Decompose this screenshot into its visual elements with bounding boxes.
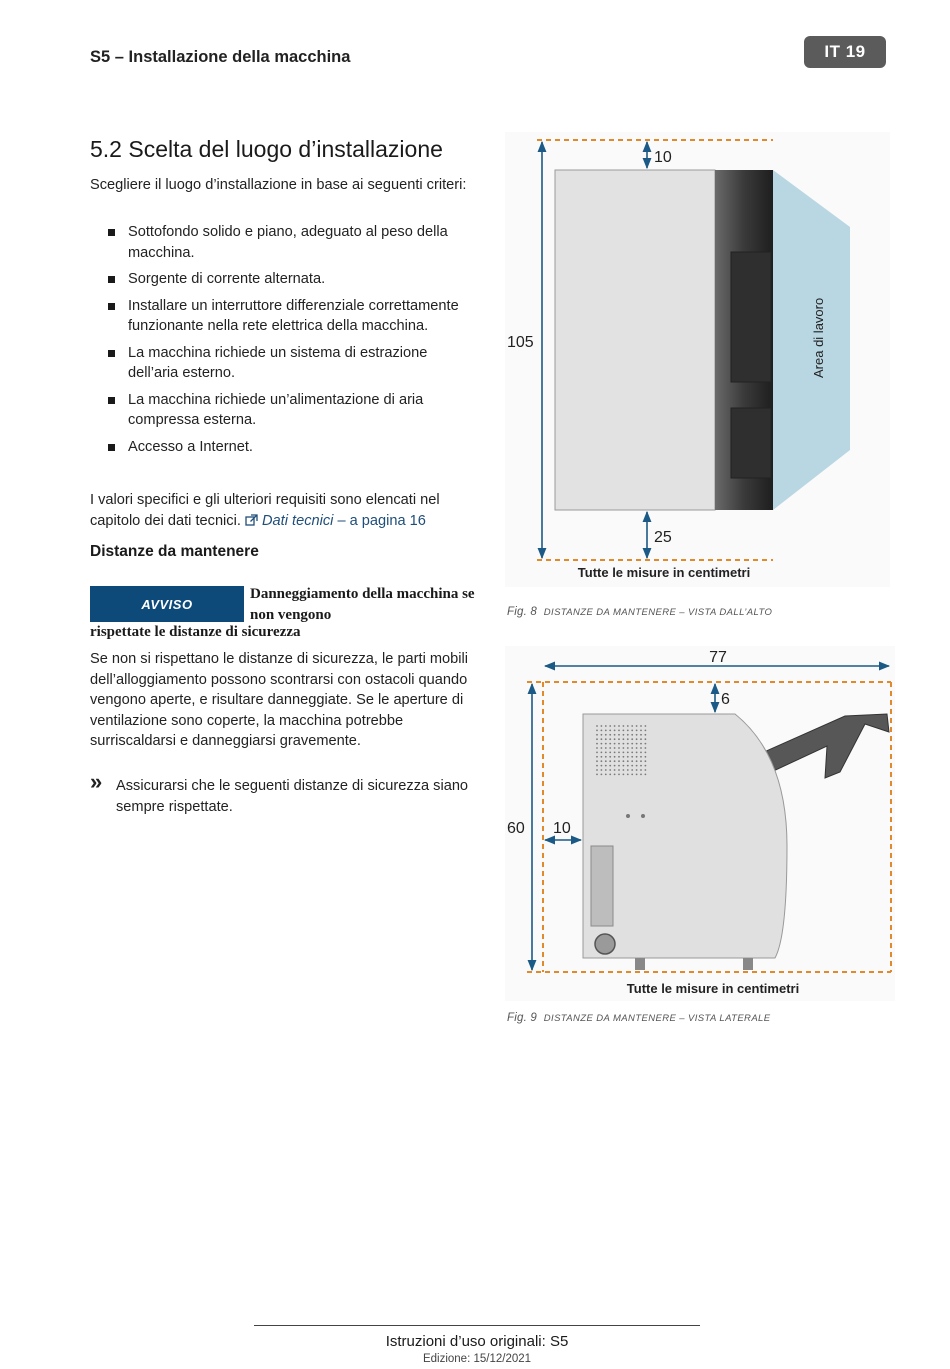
criteria-item: Accesso a Internet. <box>90 437 480 458</box>
figure-9-side-view <box>505 646 895 1001</box>
intro-paragraph: Scegliere il luogo d’installazione in base ai seguenti criteri: <box>90 177 467 193</box>
vent-hole <box>645 769 647 771</box>
vent-hole <box>605 756 607 758</box>
vent-hole <box>601 756 603 758</box>
vent-hole <box>627 743 629 745</box>
vent-hole <box>601 760 603 762</box>
vent-hole <box>609 769 611 771</box>
vent-hole <box>618 738 620 740</box>
tech-data-link-page: – a pagina 16 <box>337 512 426 529</box>
bullet-icon <box>108 397 115 404</box>
vent-hole <box>614 747 616 749</box>
vent-hole <box>636 747 638 749</box>
vent-hole <box>631 730 633 732</box>
vent-hole <box>623 738 625 740</box>
machine-side-body <box>583 714 787 958</box>
vent-hole <box>609 756 611 758</box>
bottom-gap-label: 25 <box>654 529 672 546</box>
vent-hole <box>596 743 598 745</box>
vent-hole <box>618 769 620 771</box>
vent-hole <box>605 769 607 771</box>
vent-hole <box>636 752 638 754</box>
vent-hole <box>636 730 638 732</box>
vent-hole <box>631 747 633 749</box>
vent-hole <box>623 725 625 727</box>
vent-hole <box>627 765 629 767</box>
vent-hole <box>623 730 625 732</box>
vent-hole <box>605 765 607 767</box>
vent-hole <box>609 730 611 732</box>
screw-dot <box>626 814 630 818</box>
bullet-icon <box>108 303 115 310</box>
vent-hole <box>627 774 629 776</box>
lid-panel-upper <box>731 252 771 382</box>
vent-hole <box>618 752 620 754</box>
footer-title: Istruzioni d’uso originali: S5 <box>385 1333 569 1350</box>
criteria-item: La macchina richiede un sistema di estrazione dell’aria esterno. <box>90 343 480 384</box>
vent-hole <box>631 760 633 762</box>
vent-hole <box>609 734 611 736</box>
vent-hole <box>605 774 607 776</box>
vent-hole <box>614 738 616 740</box>
vent-hole <box>623 765 625 767</box>
vent-hole <box>596 738 598 740</box>
side-panel <box>591 846 613 926</box>
vent-hole <box>645 743 647 745</box>
section-heading: 5.2 Scelta del luogo d’installazione <box>90 136 443 162</box>
vent-hole <box>596 760 598 762</box>
vent-hole <box>640 765 642 767</box>
bullet-icon <box>108 350 115 357</box>
specs-text: I valori specifici e gli ulteriori requisiti sono elencati nel capitolo dei dati tecnici. <box>90 492 440 529</box>
vent-hole <box>636 765 638 767</box>
vent-hole <box>596 730 598 732</box>
vent-hole <box>609 725 611 727</box>
top-gap-label: 6 <box>721 691 730 708</box>
vent-hole <box>640 769 642 771</box>
vent-hole <box>601 730 603 732</box>
vent-hole <box>640 730 642 732</box>
vent-hole <box>645 752 647 754</box>
vent-hole <box>631 743 633 745</box>
vent-hole <box>631 765 633 767</box>
vent-hole <box>614 756 616 758</box>
vent-hole <box>601 725 603 727</box>
machine-top-body <box>555 170 715 510</box>
vent-hole <box>609 760 611 762</box>
vent-hole <box>618 774 620 776</box>
vent-hole <box>623 756 625 758</box>
vent-hole <box>627 760 629 762</box>
figure-8-caption: Fig. 8 DISTANZE DA MANTENERE – VISTA DALL’ALTO <box>507 606 773 618</box>
criteria-list <box>90 222 480 463</box>
vent-hole <box>605 752 607 754</box>
work-area-label: Area di lavoro <box>811 297 826 378</box>
vent-hole <box>618 730 620 732</box>
vent-hole <box>636 725 638 727</box>
vent-hole <box>631 752 633 754</box>
vent-hole <box>618 743 620 745</box>
vent-hole <box>605 738 607 740</box>
units-note: Tutte le misure in centimetri <box>626 981 800 996</box>
vent-hole <box>601 738 603 740</box>
vent-hole <box>640 734 642 736</box>
vent-hole <box>627 738 629 740</box>
vent-hole <box>645 730 647 732</box>
vent-hole <box>614 765 616 767</box>
vent-hole <box>640 752 642 754</box>
figure-9-caption: Fig. 9 DISTANZE DA MANTENERE – VISTA LATERALE <box>507 1012 771 1024</box>
vent-hole <box>623 769 625 771</box>
criteria-item: La macchina richiede un’alimentazione di aria compressa esterna. <box>90 390 480 431</box>
footer-rule <box>254 1325 700 1326</box>
vent-hole <box>601 765 603 767</box>
vent-hole <box>618 756 620 758</box>
external-link-icon <box>245 514 258 526</box>
vent-hole <box>605 725 607 727</box>
vent-hole <box>618 760 620 762</box>
action-text: Assicurarsi che le seguenti distanze di sicurezza siano sempre rispettate. <box>116 778 469 815</box>
vent-hole <box>636 774 638 776</box>
action-step <box>90 769 480 817</box>
height-label: 60 <box>507 820 525 837</box>
vent-hole <box>601 743 603 745</box>
vent-hole <box>601 774 603 776</box>
vent-hole <box>609 752 611 754</box>
vent-hole <box>627 769 629 771</box>
vent-hole <box>627 747 629 749</box>
vent-hole <box>623 774 625 776</box>
vent-hole <box>609 743 611 745</box>
vent-hole <box>645 738 647 740</box>
vent-hole <box>631 738 633 740</box>
vent-hole <box>605 730 607 732</box>
vent-hole <box>631 756 633 758</box>
vent-hole <box>636 738 638 740</box>
vent-hole <box>614 730 616 732</box>
tech-data-link[interactable] <box>245 513 426 529</box>
vent-hole <box>627 756 629 758</box>
vent-hole <box>636 769 638 771</box>
vent-hole <box>609 765 611 767</box>
running-header: S5 – Installazione della macchina <box>90 48 351 66</box>
vent-hole <box>636 734 638 736</box>
vent-hole <box>636 760 638 762</box>
vent-hole <box>640 747 642 749</box>
vent-hole <box>596 734 598 736</box>
vent-hole <box>596 725 598 727</box>
vent-hole <box>640 756 642 758</box>
top-gap-label: 10 <box>654 149 672 166</box>
vent-hole <box>596 756 598 758</box>
power-knob <box>595 934 615 954</box>
vent-hole <box>601 769 603 771</box>
vent-hole <box>618 765 620 767</box>
units-note: Tutte le misure in centimetri <box>577 565 751 580</box>
vent-hole <box>640 738 642 740</box>
vent-hole <box>631 774 633 776</box>
vent-hole <box>605 747 607 749</box>
vent-hole <box>609 774 611 776</box>
vent-hole <box>605 760 607 762</box>
criteria-item: Sottofondo solido e piano, adeguato al peso della macchina. <box>90 222 480 263</box>
machine-foot <box>743 958 753 970</box>
notice-title-continued: rispettate le distanze di sicurezza <box>90 624 301 640</box>
bullet-icon <box>108 444 115 451</box>
screw-dot <box>641 814 645 818</box>
vent-hole <box>614 752 616 754</box>
vent-hole <box>640 774 642 776</box>
vent-hole <box>596 774 598 776</box>
vent-hole <box>623 743 625 745</box>
notice-title: Danneggiamento della macchina se non vengono <box>250 586 475 623</box>
vent-hole <box>623 760 625 762</box>
bullet-icon <box>108 276 115 283</box>
vent-hole <box>614 743 616 745</box>
vent-hole <box>605 743 607 745</box>
vent-hole <box>645 747 647 749</box>
vent-hole <box>605 734 607 736</box>
criteria-item: Sorgente di corrente alternata. <box>90 269 480 290</box>
vent-hole <box>614 760 616 762</box>
criteria-item: Installare un interruttore differenziale correttamente funzionante nella rete elettrica della macchina. <box>90 296 480 337</box>
notice-text: Se non si rispettano le distanze di sicurezza, le parti mobili dell’alloggiamento possono scontrarsi con ostacoli quando vengono aperte, e risultare danneggiate. Se le aperture di ventilazione sono coperte, la macchina potrebbe surriscaldarsi e danneggiarsi gravemente. <box>90 651 469 749</box>
vent-hole <box>623 747 625 749</box>
tech-data-link-label: Dati tecnici <box>262 512 334 529</box>
vent-hole <box>601 747 603 749</box>
machine-foot <box>635 958 645 970</box>
vent-hole <box>623 734 625 736</box>
vent-hole <box>631 725 633 727</box>
vent-hole <box>618 725 620 727</box>
vent-hole <box>596 747 598 749</box>
vent-hole <box>601 734 603 736</box>
vent-hole <box>631 734 633 736</box>
vent-hole <box>636 756 638 758</box>
vent-hole <box>645 756 647 758</box>
footer-edition: Edizione: 15/12/2021 <box>422 1353 532 1365</box>
vent-hole <box>609 747 611 749</box>
bullet-icon <box>108 229 115 236</box>
vent-hole <box>645 774 647 776</box>
vent-hole <box>614 734 616 736</box>
vent-hole <box>640 743 642 745</box>
double-chevron-right-icon: » <box>90 769 103 794</box>
vent-hole <box>609 738 611 740</box>
vent-hole <box>623 752 625 754</box>
vent-hole <box>631 769 633 771</box>
vent-hole <box>614 774 616 776</box>
lid-panel-lower <box>731 408 771 478</box>
distances-heading: Distanze da mantenere <box>90 543 259 560</box>
back-gap-label: 10 <box>553 820 571 837</box>
vent-hole <box>627 725 629 727</box>
vent-hole <box>645 725 647 727</box>
specs-paragraph <box>90 490 480 531</box>
vent-hole <box>640 725 642 727</box>
vent-hole <box>645 765 647 767</box>
page-number-badge: IT 19 <box>804 36 886 68</box>
vent-hole <box>640 760 642 762</box>
height-label: 105 <box>507 334 534 351</box>
vent-hole <box>618 734 620 736</box>
vent-hole <box>614 769 616 771</box>
vent-hole <box>627 730 629 732</box>
vent-hole <box>601 752 603 754</box>
vent-hole <box>596 769 598 771</box>
vent-hole <box>636 743 638 745</box>
vent-hole <box>627 752 629 754</box>
vent-hole <box>596 752 598 754</box>
vent-hole <box>645 760 647 762</box>
vent-hole <box>618 747 620 749</box>
vent-hole <box>614 725 616 727</box>
width-label: 77 <box>709 649 727 666</box>
vent-hole <box>645 734 647 736</box>
vent-hole <box>596 765 598 767</box>
figure-8-top-view <box>505 132 890 587</box>
notice-badge: AVVISO <box>90 586 244 622</box>
vent-hole <box>627 734 629 736</box>
